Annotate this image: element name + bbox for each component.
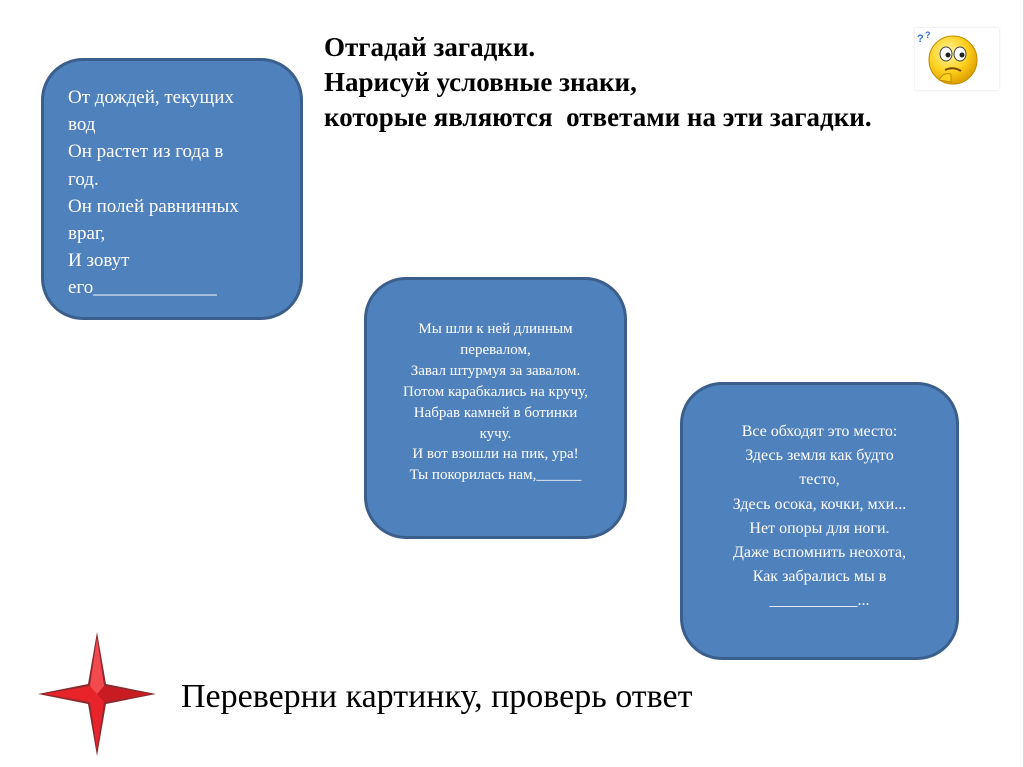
title-line-2: Нарисуй условные знаки, — [324, 67, 637, 97]
riddle-2-line: Ты покорилась нам,______ — [409, 467, 582, 484]
riddle-3-line: Даже вспомнить неохота, — [732, 544, 907, 562]
riddle-2-line: Набрав камней в ботинки — [413, 404, 578, 421]
title-line-1: Отгадай загадки. — [324, 32, 536, 62]
riddle-2-line: Потом карабкались на кручу, — [403, 383, 588, 400]
riddle-card-1 — [41, 58, 303, 320]
riddle-1-line: Он растет из года в — [68, 141, 224, 163]
riddle-3-line: Здесь земля как будто — [745, 447, 894, 465]
footer-instruction: Переверни картинку, проверь ответ — [181, 678, 693, 715]
svg-text:?: ? — [925, 30, 931, 40]
riddle-2-line: Завал штурмуя за завалом. — [410, 362, 581, 379]
riddle-card-2 — [364, 277, 627, 539]
thinking-smiley-icon — [915, 28, 999, 90]
riddle-1-line: вод — [68, 114, 96, 136]
riddle-2-line: Мы шли к ней длинным — [418, 321, 573, 337]
riddle-2-line: И вот взошли на пик, ура! — [412, 446, 579, 463]
riddle-1-line: И зовут — [68, 250, 130, 272]
riddle-2-line: перевалом, — [460, 341, 531, 358]
riddle-1-line: От дождей, текущих — [68, 87, 234, 108]
riddle-1-line: враг, — [68, 223, 106, 245]
riddle-3-line: Как забрались мы в — [752, 568, 887, 586]
riddle-3-line: Здесь осока, кочки, мхи... — [732, 495, 907, 513]
slide-title — [324, 30, 1014, 135]
riddle-3-line: Нет опоры для ноги. — [749, 519, 890, 537]
riddle-2-line: кучу. — [479, 425, 512, 442]
riddle-3-line: тесто, — [799, 471, 840, 489]
svg-text:?: ? — [917, 33, 924, 45]
compass-star-icon — [38, 632, 156, 756]
riddle-card-3 — [680, 382, 959, 660]
riddle-1-line: год. — [68, 168, 99, 190]
riddle-1-line: Он полей равнинных — [68, 195, 239, 217]
riddle-1-line: его_____________ — [68, 277, 217, 299]
riddle-3-line: Все обходят это место: — [741, 423, 898, 440]
riddle-3-line: ___________... — [769, 592, 870, 610]
title-line-3: которые являются ответами на эти загадки. — [324, 102, 872, 132]
